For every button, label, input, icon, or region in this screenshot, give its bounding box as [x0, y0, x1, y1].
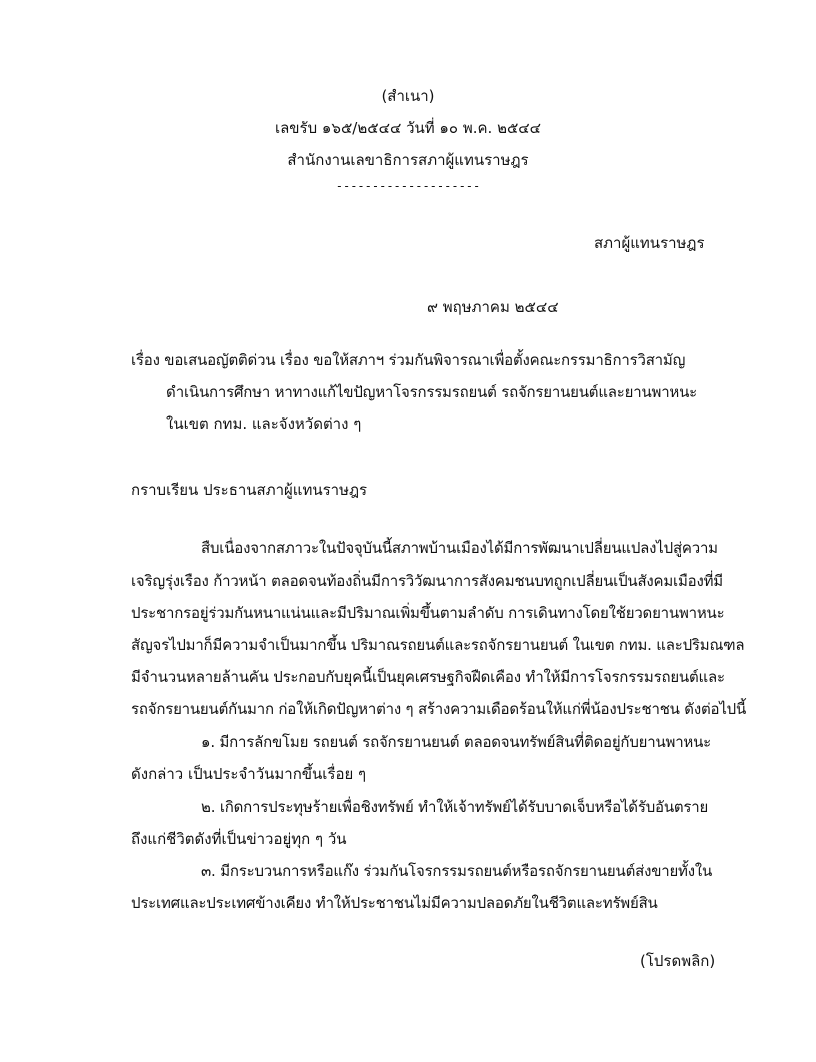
item-1-line-1: ๑. มีการลักขโมย รถยนต์ รถจักรยานยนต์ ตลอดจนทรัพย์สินที่ติดอยู่กับยานพาหนะ: [201, 733, 712, 751]
continue-note: (โปรดพลิก): [640, 952, 716, 970]
office-name: สำนักงานเลขาธิการสภาผู้แทนราษฎร: [287, 151, 529, 169]
receipt-line: เลขรับ ๑๖๕/๒๕๔๔ วันที่ ๑๐ พ.ค. ๒๕๔๔: [274, 119, 542, 137]
body-line-5: มีจำนวนหลายล้านคัน ประกอบกับยุคนี้เป็นยุคเศรษฐกิจฝืดเคือง ทำให้มีการโจรกรรมรถยนต์และ: [131, 668, 725, 686]
item-3-line-1: ๓. มีกระบวนการหรือแก๊ง ร่วมกันโจรกรรมรถยนต์หรือรถจักรยานยนต์ส่งขายทั้งใน: [201, 862, 713, 880]
item-3-line-2: ประเทศและประเทศข้างเคียง ทำให้ประชาชนไม่มีความปลอดภัยในชีวิตและทรัพย์สิน: [131, 894, 658, 912]
item-1-line-2: ดังกล่าว เป็นประจำวันมากขึ้นเรื่อย ๆ: [131, 765, 367, 783]
body-line-6: รถจักรยานยนต์กันมาก ก่อให้เกิดปัญหาต่าง ๆ สร้างความเดือดร้อนให้แก่พี่น้องประชาชน ดังต่อไปนี้: [131, 700, 747, 718]
subject-line-2: ดำเนินการศึกษา หาทางแก้ไขปัญหาโจรกรรมรถยนต์ รถจักรยานยนต์และยานพาหนะ: [166, 383, 698, 401]
item-2-line-2: ถึงแก่ชีวิตดังที่เป็นข่าวอยู่ทุก ๆ วัน: [131, 830, 347, 848]
body-line-2: เจริญรุ่งเรือง ก้าวหน้า ตลอดจนท้องถิ่นมีการวิวัฒนาการสังคมชนบทถูกเปลี่ยนเป็นสังคมเมืองที่มี: [131, 572, 723, 590]
subject-line-3: ในเขต กทม. และจังหวัดต่าง ๆ: [166, 415, 362, 433]
salutation: กราบเรียน ประธานสภาผู้แทนราษฎร: [131, 481, 368, 499]
header-rule: --------------------: [335, 179, 481, 193]
body-line-3: ประชากรอยู่ร่วมกันหนาแน่นและมีปริมาณเพิ่มขึ้นตามลำดับ การเดินทางโดยใช้ยวดยานพาหนะ: [131, 604, 725, 622]
subject-line-1: เรื่อง ขอเสนอญัตติด่วน เรื่อง ขอให้สภาฯ ร่วมกันพิจารณาเพื่อตั้งคณะกรรมาธิการวิสามัญ: [131, 351, 686, 369]
letter-date: ๙ พฤษภาคม ๒๕๔๔: [427, 298, 559, 316]
sender: สภาผู้แทนราษฎร: [594, 234, 705, 252]
copy-mark: (สำเนา): [381, 87, 435, 105]
body-line-4: สัญจรไปมาก็มีความจำเป็นมากขึ้น ปริมาณรถยนต์และรถจักรยานยนต์ ในเขต กทม. และปริมณฑล: [131, 636, 745, 654]
body-line-1: สืบเนื่องจากสภาวะในปัจจุบันนี้สภาพบ้านเมืองได้มีการพัฒนาเปลี่ยนแปลงไปสู่ความ: [201, 539, 718, 557]
item-2-line-1: ๒. เกิดการประทุษร้ายเพื่อชิงทรัพย์ ทำให้เจ้าทรัพย์ได้รับบาดเจ็บหรือได้รับอันตราย: [201, 798, 709, 816]
